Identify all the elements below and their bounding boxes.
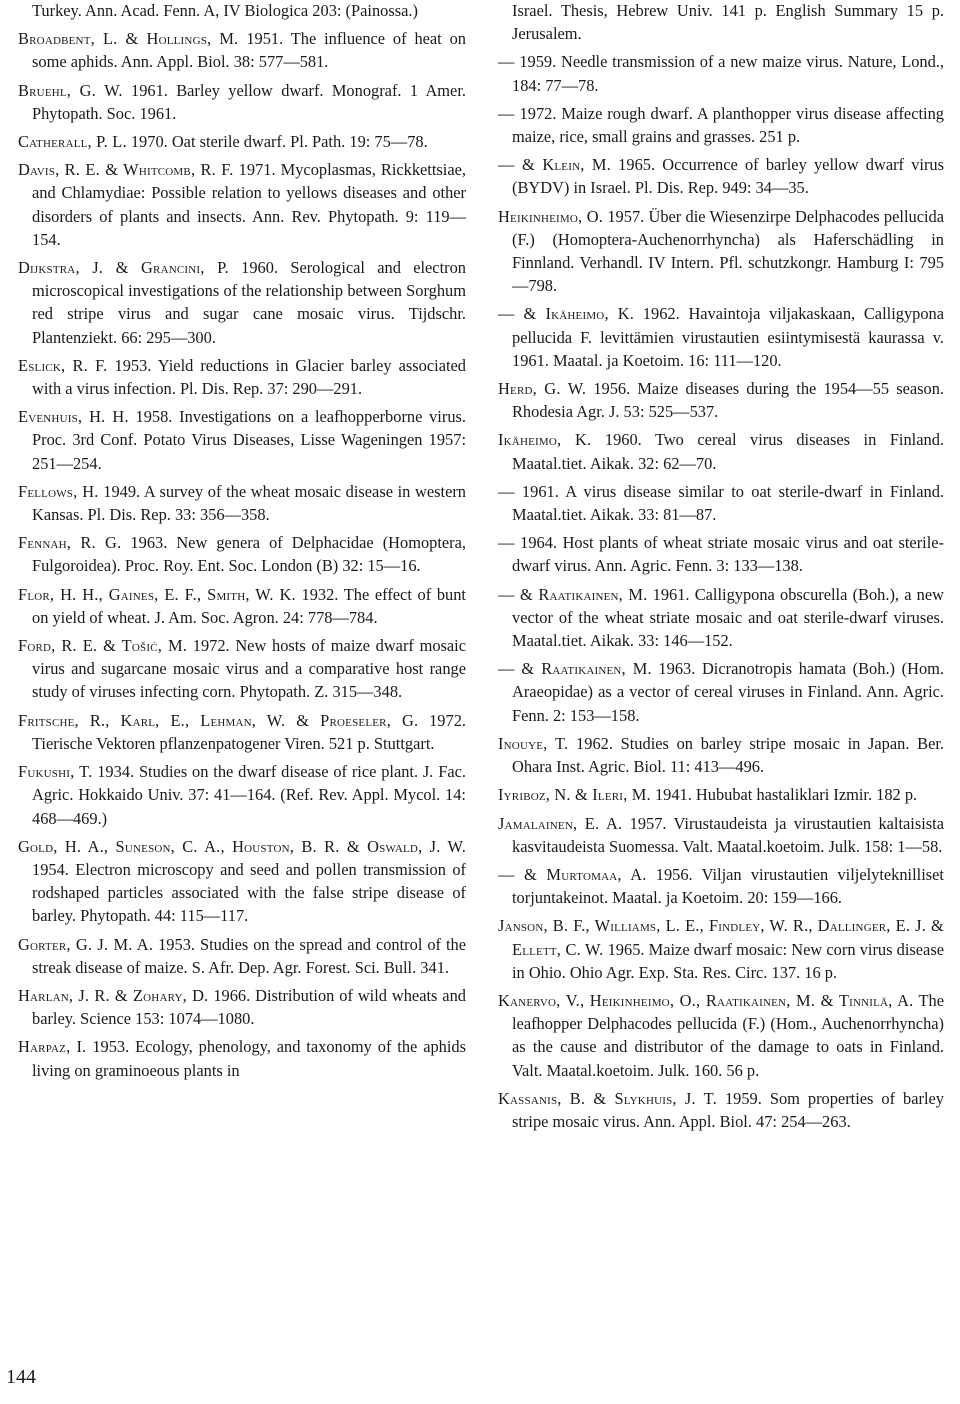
reference-text: 1961. Calligypona obscurella (Boh.), a new vector of the wheat striate mosaic and oat sterile-dwarf viruses. Maatal.tiet. Aikak. 33: 146—152. — [512, 584, 944, 651]
reference-text: 1951. The influence of heat on some aphids. Ann. Appl. Biol. 38: 577—581. — [32, 29, 466, 72]
reference-author: Davis, R. E. & Whitcomb, R. F. — [18, 160, 234, 180]
page-number: 144 — [6, 1366, 36, 1388]
reference-text: Turkey. Ann. Acad. Fenn. A, IV Biologica 203: (Painossa.) — [32, 1, 418, 20]
reference-text: 1956. Viljan virustautien viljelyteknilliset torjuntakeinot. Maatal. ja Koetoim. 20: 159—166. — [512, 864, 944, 908]
reference-author: Fritsche, R., Karl, E., Lehman, W. & Proeseler, G. — [18, 710, 419, 730]
reference-author: Catherall, P. L. — [18, 132, 127, 152]
reference-author: Fennah, R. G. — [18, 533, 122, 553]
reference-entry — [18, 933, 466, 979]
reference-text: 1961. A virus disease similar to oat sterile-dwarf in Finland. Maatal.tiet. Aikak. 33: 81—87. — [512, 481, 944, 525]
reference-text: 1963. Dicranotropis hamata (Boh.) (Hom. Araeopidae) as a vector of cereal viruses in Finland. Ann. Agric. Fenn. 2: 153—158. — [512, 659, 944, 725]
reference-entry — [498, 302, 944, 372]
reference-author: — & Ikäheimo, K. — [498, 304, 635, 324]
reference-author: Fukushi, T. — [18, 762, 93, 782]
reference-entry — [498, 914, 944, 984]
reference-text: 1965. Maize dwarf mosaic: New corn virus disease in Ohio. Ohio Agr. Exp. Sta. Res. Circ. 137. 16 p. — [512, 939, 944, 982]
reference-text: 1959. Som properties of barley stripe mosaic virus. Ann. Appl. Biol. 47: 254—263. — [512, 1088, 944, 1131]
reference-entry — [498, 205, 944, 298]
reference-author: Broadbent, L. & Hollings, M. — [18, 29, 239, 49]
reference-text: The leafhopper Delphacodes pellucida (F.) (Hom., Auchenorrhyncha) as the cause and distributor of the damage to oats in Finland. Valt. Maatal.koetoim. Julk. 160. 56 p. — [512, 990, 944, 1080]
left-column — [18, 0, 466, 1087]
reference-author: — & Klein, M. — [498, 155, 611, 175]
reference-author: Gold, H. A., Suneson, C. A., Houston, B. R. & Oswald, J. W. — [18, 836, 466, 856]
reference-entry — [498, 989, 944, 1082]
reference-author: Harpaz, I. — [18, 1037, 87, 1057]
reference-text: 1972. Tierische Vektoren pflanzenpatogener Viren. 521 p. Stuttgart. — [32, 710, 466, 753]
reference-entry — [18, 984, 466, 1030]
reference-text: 1964. Host plants of wheat striate mosaic virus and oat sterile-dwarf virus. Ann. Agric. Fenn. 3: 133—138. — [512, 533, 944, 576]
reference-author: Harlan, J. R. & Zohary, D. — [18, 985, 209, 1005]
reference-text: 1959. Needle transmission of a new maize virus. Nature, Lond., 184: 77—78. — [512, 52, 944, 95]
reference-entry — [498, 428, 944, 474]
reference-entry — [18, 835, 466, 928]
reference-entry — [18, 158, 466, 251]
reference-entry — [18, 531, 466, 577]
reference-entry — [498, 153, 944, 199]
reference-text: 1953. Ecology, phenology, and taxonomy of the aphids living on graminoeous plants in — [32, 1037, 466, 1080]
reference-entry — [18, 709, 466, 755]
reference-text: 1963. New genera of Delphacidae (Homoptera, Fulgoroidea). Proc. Roy. Ent. Soc. London (B) 32: 15—16. — [32, 533, 467, 576]
reference-entry — [498, 0, 944, 45]
reference-author: Kanervo, V., Heikinheimo, O., Raatikainen, M. & Tinnilä, A. — [498, 990, 914, 1010]
reference-text: 1961. Barley yellow dwarf. Monograf. 1 Amer. Phytopath. Soc. 1961. — [32, 80, 466, 123]
reference-entry — [498, 1087, 944, 1133]
reference-text: 1953. Yield reductions in Glacier barley associated with a virus infection. Pl. Dis. Rep. 37: 290—291. — [32, 355, 466, 399]
reference-author: Iyriboz, N. & Ileri, M. — [498, 785, 651, 805]
reference-entry — [498, 657, 944, 727]
reference-author: Ikäheimo, K. — [498, 430, 592, 450]
reference-text: 1934. Studies on the dwarf disease of rice plant. J. Fac. Agric. Hokkaido Univ. 37: 41—164. (Ref. Rev. Appl. Mycol. 14: 468—469.) — [32, 762, 466, 828]
reference-text: 1965. Occurrence of barley yellow dwarf virus (BYDV) in Israel. Pl. Dis. Rep. 949: 34—35. — [512, 155, 944, 198]
reference-author: — — [498, 52, 515, 72]
reference-entry — [18, 583, 466, 629]
reference-author: — — [498, 103, 515, 123]
reference-text: 1941. Hububat hastaliklari Izmir. 182 p. — [650, 785, 918, 805]
reference-entry — [18, 1035, 466, 1081]
reference-entry — [18, 27, 466, 73]
reference-author: — & Murtomaa, A. — [498, 864, 647, 884]
reference-entry — [498, 863, 944, 909]
reference-author: Heikinheimo, O. — [498, 206, 604, 226]
reference-author: Evenhuis, H. H. — [18, 407, 129, 427]
reference-entry — [18, 760, 466, 830]
reference-text: 1932. The effect of bunt on yield of wheat. J. Am. Soc. Agron. 24: 778—784. — [32, 584, 466, 627]
reference-author: Janson, B. F., Williams, L. E., Findley, W. R., Dallinger, E. J. & Ellett, C. W. — [498, 916, 944, 959]
reference-entry — [498, 531, 944, 577]
reference-text: 1949. A survey of the wheat mosaic disease in western Kansas. Pl. Dis. Rep. 33: 356—358. — [32, 481, 466, 525]
reference-text: 1972. Maize rough dwarf. A planthopper virus disease affecting maize, rice, small grains and grasses. 251 p. — [512, 103, 944, 147]
reference-text: 1970. Oat sterile dwarf. Pl. Path. 19: 75—78. — [126, 132, 428, 152]
reference-author: Ford, R. E. & Tošić, M. — [18, 636, 188, 656]
reference-text: 1972. New hosts of maize dwarf mosaic virus and sugarcane mosaic virus and a comparative host range study of viruses infecting corn. Phytopath. Z. 315—348. — [32, 636, 466, 702]
reference-text: 1956. Maize diseases during the 1954—55 season. Rhodesia Agr. J. 53: 525—537. — [512, 379, 944, 422]
reference-text: 1960. Serological and electron microscopical investigations of the relationship between Sorghum red stripe virus and sugar cane mosaic virus. Tijdschr. Plantenziekt. 66: 295—300. — [32, 258, 466, 347]
reference-entry — [498, 377, 944, 423]
reference-entry — [18, 256, 466, 349]
reference-entry — [18, 130, 466, 153]
reference-entry — [18, 405, 466, 475]
reference-text: 1958. Investigations on a leafhopperborne virus. Proc. 3rd Conf. Potato Virus Diseases, Lisse Wageningen 1957: 251—254. — [32, 407, 466, 473]
reference-text: 1953. Studies on the spread and control of the streak disease of maize. S. Afr. Dep. Agr. Forest. Sci. Bull. 341. — [32, 934, 466, 977]
reference-author: Inouye, T. — [498, 733, 569, 753]
reference-entry — [18, 79, 466, 125]
reference-entry — [18, 634, 466, 704]
reference-author: Eslick, R. F. — [18, 355, 108, 375]
reference-author: — & Raatikainen, M. — [498, 584, 648, 604]
reference-entry — [18, 480, 466, 526]
reference-entry — [498, 50, 944, 96]
reference-entry — [18, 0, 466, 22]
reference-entry — [498, 102, 944, 148]
reference-author: Flor, H. H., Gaines, E. F., Smith, W. K. — [18, 584, 296, 604]
reference-author: Bruehl, G. W. — [18, 80, 123, 100]
reference-text: 1971. Mycoplasmas, Rickkettsiae, and Chlamydiae: Possible relation to yellows diseases and other disorders of plants and insects. Ann. Rev. Phytopath. 9: 119—154. — [32, 160, 466, 249]
reference-entry — [498, 783, 944, 806]
reference-text: 1966. Distribution of wild wheats and barley. Science 153: 1074—1080. — [32, 985, 466, 1029]
reference-text: 1962. Studies on barley stripe mosaic in Japan. Ber. Ohara Inst. Agric. Biol. 11: 413—496. — [512, 733, 945, 777]
reference-author: Fellows, H. — [18, 481, 99, 501]
reference-text: 1960. Two cereal virus diseases in Finland. Maatal.tiet. Aikak. 32: 62—70. — [512, 430, 944, 473]
reference-author: Kassanis, B. & Slykhuis, J. T. — [498, 1088, 717, 1108]
reference-text: Israel. Thesis, Hebrew Univ. 141 p. English Summary 15 p. Jerusalem. — [512, 1, 944, 44]
right-column — [498, 0, 944, 1138]
reference-entry — [18, 354, 466, 400]
reference-entry — [498, 480, 944, 526]
reference-entry — [498, 732, 944, 778]
reference-author: Herd, G. W. — [498, 379, 587, 399]
reference-author: — — [498, 481, 515, 501]
reference-text: 1957. Über die Wiesenzirpe Delphacodes pellucida (F.) (Homoptera-Auchenorrhyncha) als Haferschädling in Finnland. Verhandl. IV Intern. Pfl. schutzkongr. Hamburg I: 795—798. — [512, 206, 944, 296]
reference-text: 1962. Havaintoja viljakaskaan, Calligypona pellucida F. levittämien virustautien esiintymisestä kaurassa v. 1961. Maatal. ja Koetoim. 16: 111—120. — [512, 304, 944, 370]
reference-author: — — [498, 533, 515, 553]
reference-entry — [498, 583, 944, 653]
reference-entry — [498, 812, 944, 858]
reference-author: Gorter, G. J. M. A. — [18, 934, 154, 954]
reference-author: Dijkstra, J. & Grancini, P. — [18, 258, 229, 278]
reference-author: Jamalainen, E. A. — [498, 813, 623, 833]
reference-text: 1957. Virustaudeista ja virustautien kaltaisista kasvitaudeista Suomessa. Valt. Maatal.koetoim. Julk. 158: 1—58. — [512, 813, 945, 856]
reference-author: — & Raatikainen, M. — [498, 659, 652, 679]
reference-text: 1954. Electron microscopy and seed and pollen transmission of rodshaped particles associated with the false stripe disease of barley. Phytopath. 44: 115—117. — [32, 859, 466, 926]
